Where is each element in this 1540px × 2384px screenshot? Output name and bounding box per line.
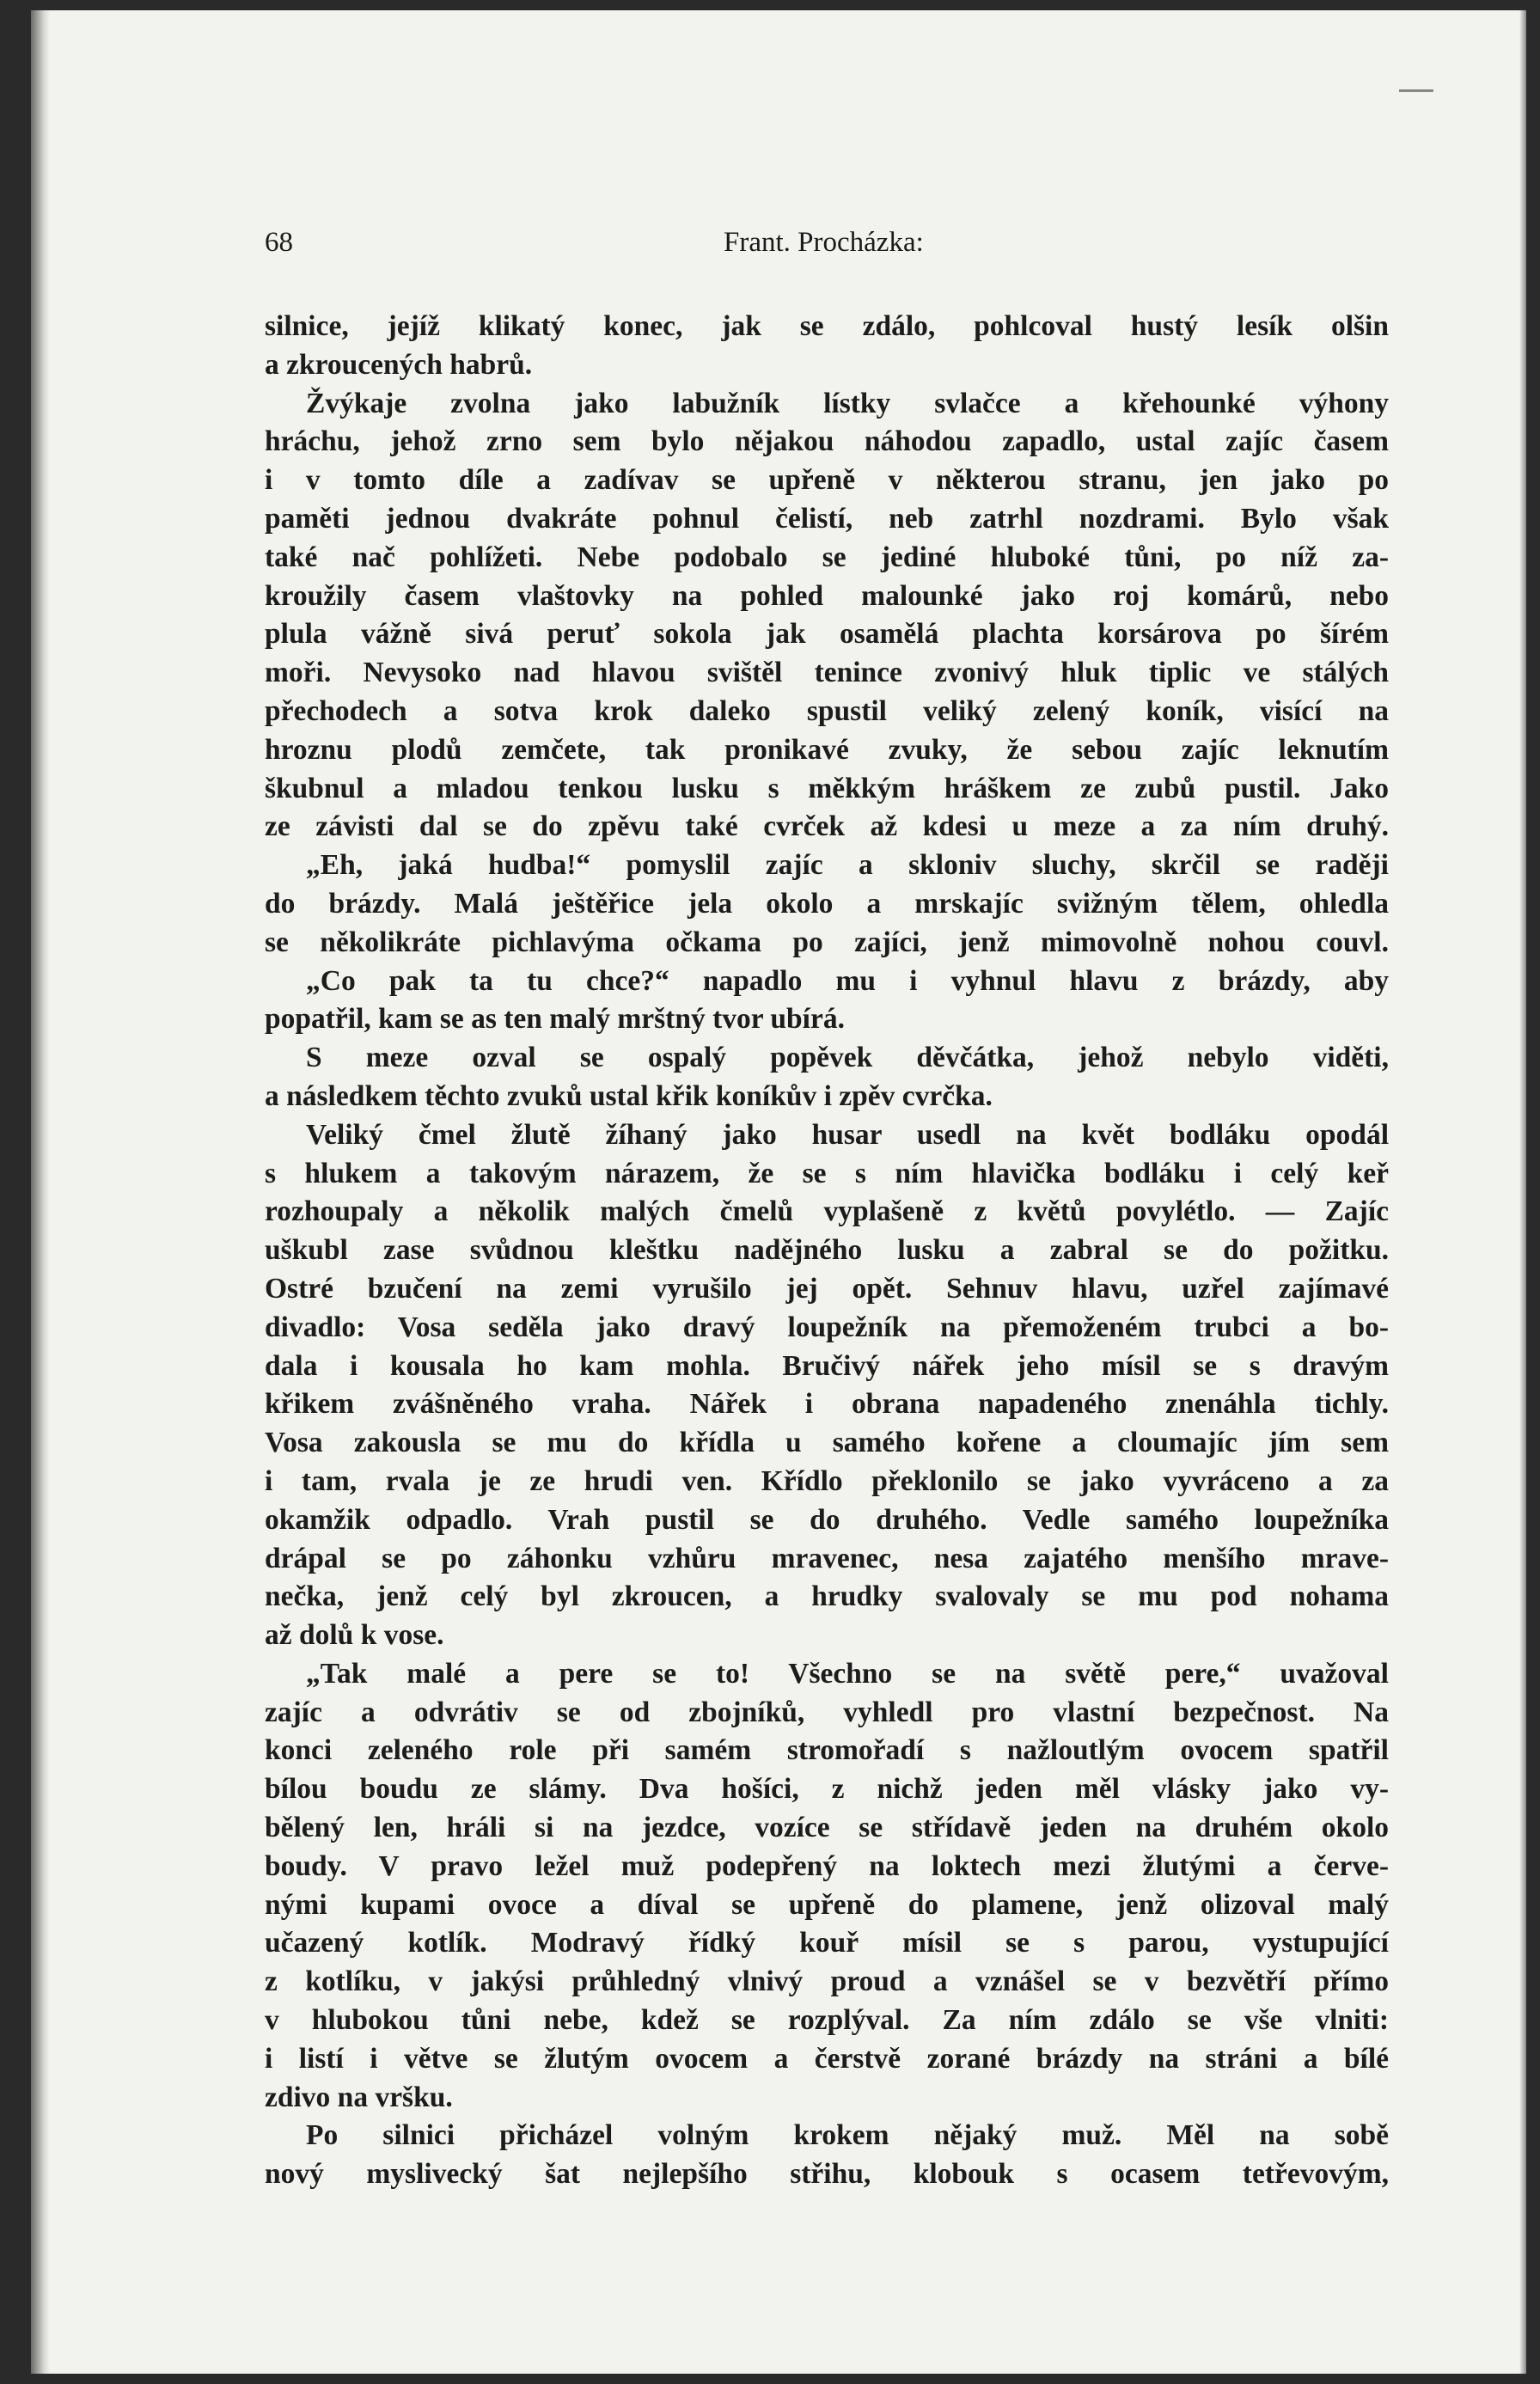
text-line: přechodech a sotva krok daleko spustil veliký zelený koník, visící na [265,694,1389,727]
page-number: 68 [265,227,293,258]
text-line: hráchu, jehož zrno sem bylo nějakou náhodou zapadlo, ustal zajíc časem [265,425,1389,458]
text-line: boudy. V pravo ležel muž podepřený na loktech mezi žlutými a červe- [265,1849,1389,1882]
text-line: učazený kotlík. Modravý řídký kouř mísil se s parou, vystupující [265,1927,1389,1959]
spine-shadow [31,10,50,2374]
text-line: nečka, jenž celý byl zkroucen, a hrudky svalovaly se mu pod nohama [265,1580,1389,1613]
text-line: a následkem těchto zvuků ustal křik koníkův i zpěv cvrčka. [265,1079,993,1112]
text-line: „Co pak ta tu chce?“ napadlo mu i vyhnul hlavu z brázdy, aby [306,964,1389,997]
text-line: dala i kousala ho kam mohla. Bručivý nářek jeho mísil se s dravým [265,1349,1389,1382]
text-line: Po silnici přicházel volným krokem nějaký muž. Měl na sobě [306,2119,1389,2152]
text-line: kroužily časem vlaštovky na pohled malounké jako roj komárů, nebo [265,579,1389,612]
text-line: zdivo na vršku. [265,2081,453,2113]
text-line: z kotlíku, v jakýsi průhledný vlnivý proud a vznášel se v bezvětří přímo [265,1965,1389,1998]
text-line: paměti jednou dvakráte pohnul čelistí, neb zatrhl nozdrami. Bylo však [265,502,1389,535]
text-line: i v tomto díle a zadívav se upřeně v některou stranu, jen jako po [265,464,1389,497]
text-line: škubnul a mladou tenkou lusku s měkkým hráškem ze zubů pustil. Jako [265,772,1389,804]
text-line: silnice, jejíž klikatý konec, jak se zdálo, pohlcoval hustý lesík olšin [265,310,1389,342]
text-line: nými kupami ovoce a díval se upřeně do plamene, jenž olizoval malý [265,1888,1389,1921]
text-line: S meze ozval se ospalý popěvek děvčátka, jehož nebylo viděti, [306,1042,1389,1074]
book-page [31,10,1526,2374]
text-line: zajíc a odvrátiv se od zbojníků, vyhledl pro vlastní bezpečnost. Na [265,1696,1389,1728]
text-line: nový myslivecký šat nejlepšího střihu, klobouk s ocasem tetřevovým, [265,2158,1389,2191]
text-line: uškubl zase svůdnou kleštku nadějného lusku a zabral se do požitku. [265,1234,1389,1267]
text-line: bílou boudu ze slámy. Dva hošíci, z nichž jeden měl vlásky jako vy- [265,1773,1389,1806]
text-line: do brázdy. Malá ještěřice jela okolo a mrskajíc svižným tělem, ohledla [265,887,1389,920]
text-line: s hlukem a takovým nárazem, že se s ním hlavička bodláku i celý keř [265,1157,1389,1189]
text-line: rozhoupaly a několik malých čmelů vyplašeně z květů povylétlo. — Zajíc [265,1195,1389,1228]
text-line: a zkroucených habrů. [265,348,533,381]
body-text [265,308,1389,2194]
text-line: křikem zvášněného vraha. Nářek i obrana napadeného znenáhla tichly. [265,1388,1389,1421]
text-line: hroznu plodů zemčete, tak pronikavé zvuky, že sebou zajíc leknutím [265,733,1389,766]
page-header [265,227,1389,265]
text-line: Veliký čmel žlutě žíhaný jako husar usedl na květ bodláku opodál [306,1118,1389,1151]
text-line: „Eh, jaká hudba!“ pomyslil zajíc a skloniv sluchy, skrčil se raději [306,849,1389,882]
print-mark [1399,89,1433,92]
text-line: bělený len, hráli si na jezdce, vozíce se střídavě jeden na druhém okolo [265,1812,1389,1844]
text-line: okamžik odpadlo. Vrah pustil se do druhého. Vedle samého loupežníka [265,1503,1389,1536]
text-line: se několikráte pichlavýma očkama po zajíci, jenž mimovolně nohou couvl. [265,926,1389,958]
text-line: v hlubokou tůni nebe, kdež se rozplýval. Za ním zdálo se vše vlniti: [265,2004,1389,2037]
text-line: i tam, rvala je ze hrudi ven. Křídlo překlonilo se jako vyvráceno a za [265,1464,1389,1497]
text-line: Vosa zakousla se mu do křídla u samého kořene a cloumajíc jím sem [265,1427,1389,1459]
text-line: moři. Nevysoko nad hlavou svištěl tenince zvonivý hluk tiplic ve stálých [265,657,1389,689]
text-line: konci zeleného role při samém stromořadí s nažloutlým ovocem spatřil [265,1734,1389,1767]
text-line: „Tak malé a pere se to! Všechno se na světě pere,“ uvažoval [306,1657,1389,1690]
page-edge [1519,10,1526,2374]
text-line: Ostré bzučení na zemi vyrušilo jej opět. Sehnuv hlavu, uzřel zajímavé [265,1272,1389,1305]
text-line: drápal se po záhonku vzhůru mravenec, nesa zajatého menšího mrave- [265,1542,1389,1574]
text-line: Žvýkaje zvolna jako labužník lístky svlačce a křehounké výhony [306,387,1389,419]
text-line: ze závisti dal se do zpěvu také cvrček až kdesi u meze a za ním druhý. [265,810,1389,843]
text-line: popatřil, kam se as ten malý mrštný tvor ubírá. [265,1003,845,1036]
text-line: plula vážně sivá peruť sokola jak osamělá plachta korsárova po šírém [265,618,1389,651]
text-line: také nač pohlížeti. Nebe podobalo se jediné hluboké tůni, po níž za- [265,541,1389,573]
text-line: i listí i větve se žlutým ovocem a čerstvě zorané brázdy na stráni a bílé [265,2042,1389,2075]
text-line: až dolů k vose. [265,1619,444,1652]
text-line: divadlo: Vosa seděla jako dravý loupežník na přemoženém trubci a bo- [265,1311,1389,1343]
running-head: Frant. Procházka: [724,227,924,258]
